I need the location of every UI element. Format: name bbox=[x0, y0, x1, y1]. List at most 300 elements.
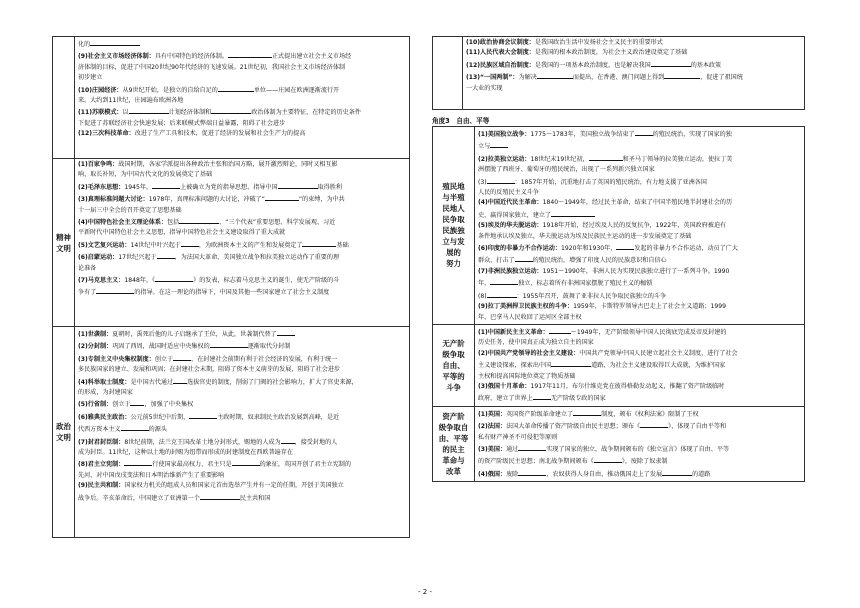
fill-in-blank[interactable] bbox=[179, 216, 219, 224]
text-segment: 英国资产阶级革命建立了 bbox=[506, 410, 574, 418]
text-line bbox=[78, 73, 406, 83]
text-line bbox=[478, 188, 801, 198]
text-segment: 1775～1783年，美国独立战争结束了 bbox=[530, 131, 635, 138]
text-line bbox=[478, 209, 801, 221]
text-segment: 1917年11月，布尔什维克党在彼得格勒发动起义，推翻了资产阶级临时 bbox=[530, 382, 725, 390]
text-segment: 法国大革命传播了资产阶级自由民主思想；颁布《 bbox=[506, 423, 641, 431]
text-segment: 立与 bbox=[478, 143, 491, 151]
text-segment: 1978年，真理标准问题的大讨论，冲破了“ bbox=[148, 196, 265, 204]
fill-in-blank[interactable] bbox=[181, 239, 199, 247]
fill-in-blank[interactable] bbox=[487, 290, 517, 298]
text-segment: 政府，建立了世界上 bbox=[478, 395, 533, 403]
text-line bbox=[78, 398, 406, 410]
text-segment: 1920年和1930年， bbox=[560, 245, 617, 253]
text-segment: 1951～1990年，非洲人民为实现民族独立进行了一系列斗争。1990 bbox=[542, 267, 730, 275]
text-segment: 计划经济体制和 bbox=[168, 109, 212, 117]
text-line bbox=[78, 492, 406, 504]
text-line bbox=[478, 128, 801, 140]
text-segment: ～1949年，无产阶级领导中国人民彻底完成反帝反封建的 bbox=[570, 328, 727, 336]
text-segment: 而提出，在香港、澳门问题上得到 bbox=[572, 74, 665, 82]
text-line bbox=[78, 328, 406, 340]
label-line: 民争取 bbox=[442, 215, 465, 225]
term-heading: (3)真理标准问题大讨论： bbox=[78, 196, 149, 204]
fill-in-blank[interactable] bbox=[551, 209, 595, 217]
fill-in-blank[interactable] bbox=[302, 239, 336, 247]
text-segment: 历史任务，使中国真正成为独立自主的国家 bbox=[478, 339, 594, 347]
text-segment: 为解决 bbox=[518, 74, 537, 82]
text-segment: 的源头 bbox=[148, 426, 167, 434]
text-segment: 选拔官吏的制度，削弱了门阀的社会影响力，扩大了官吏来源， bbox=[187, 378, 358, 386]
text-segment: 包括 bbox=[167, 219, 180, 227]
term-heading: (8)君主立宪制： bbox=[78, 461, 125, 469]
economy-section bbox=[75, 37, 410, 159]
text-line bbox=[78, 481, 406, 491]
text-segment: 正式提出建立社会主义市场经 bbox=[271, 53, 352, 61]
fill-in-blank[interactable] bbox=[635, 128, 653, 136]
text-segment: 战国时期，各家学派提出各种政治主张和治国方略，展开激烈辩论，同时又相互影 bbox=[118, 161, 338, 168]
text-line bbox=[78, 458, 406, 470]
text-segment: 以 bbox=[122, 109, 129, 117]
text-segment: ：1857年开始，沉重地打击了英国的殖民统治，有力地支援了亚洲各国 bbox=[514, 178, 707, 186]
text-segment: 多民族国家的建立、发展和巩固；在封建社会末期，阻碍了资本主义萌芽的发展，阻碍了社会进步 bbox=[78, 366, 341, 374]
text-line bbox=[78, 106, 406, 118]
text-segment: 史，赢得国家独立，建立了 bbox=[478, 211, 552, 219]
left-table bbox=[52, 36, 410, 538]
label-line: 努力 bbox=[446, 259, 461, 269]
text-segment: 从9世纪开始，是独立的自给自足的 bbox=[122, 86, 218, 94]
fill-in-blank[interactable] bbox=[228, 50, 272, 58]
fill-in-blank[interactable] bbox=[173, 353, 191, 361]
fill-in-blank[interactable] bbox=[121, 423, 149, 431]
text-line bbox=[78, 193, 406, 205]
term-heading: (4)中国特色社会主义理论体系： bbox=[78, 219, 168, 227]
text-segment: ，加强了中央集权 bbox=[144, 401, 194, 409]
term-heading: (5)文艺复兴运动： bbox=[78, 241, 131, 249]
text-segment: 基础 bbox=[336, 241, 349, 249]
fill-in-blank[interactable] bbox=[189, 411, 217, 419]
fill-in-blank[interactable] bbox=[490, 277, 518, 285]
text-segment: 单位——庄园在欧洲逐渐流行开 bbox=[253, 86, 340, 94]
text-segment: 的象征，英国开创了君主立宪制的 bbox=[259, 461, 351, 469]
fill-in-blank[interactable] bbox=[265, 193, 299, 201]
text-segment: 1918年开始，经过埃及人民的反复抗争，1922年，英国政府被迫有 bbox=[542, 222, 727, 230]
fill-in-blank[interactable] bbox=[549, 326, 571, 334]
term-heading: (4)科举取士制度： bbox=[78, 378, 131, 386]
label-line: 级争取自 bbox=[438, 422, 469, 432]
text-line bbox=[78, 264, 406, 274]
text-segment: 人民的反殖民主义斗争 bbox=[478, 189, 539, 197]
text-segment: 无产阶级专政的国家 bbox=[550, 395, 606, 403]
fill-in-blank[interactable] bbox=[155, 274, 193, 282]
text-line bbox=[478, 267, 801, 277]
text-line bbox=[478, 408, 801, 420]
text-segment: 、“三个代表”重要思想、科学发展观、习近 bbox=[219, 219, 336, 227]
text-segment: 改进了生产工具和技术，促进了经济的发展和社会生产力的提高 bbox=[134, 130, 306, 138]
text-line bbox=[478, 221, 801, 231]
fill-in-blank[interactable] bbox=[200, 492, 240, 500]
text-segment: 洲摆脱了西班牙、葡萄牙的殖民统治，出现了一系列新兴独立国家 bbox=[478, 166, 655, 174]
label-line: 资产阶 bbox=[442, 411, 465, 421]
text-segment: 创立于 bbox=[154, 355, 174, 363]
text-segment: 争有了 bbox=[78, 289, 97, 297]
text-segment: 一大业的实现 bbox=[466, 84, 503, 92]
text-segment: 8世纪前期，法兰克王国改革土地分封形式，赐地的人成为 bbox=[124, 438, 281, 446]
label-line: 平等的 bbox=[442, 371, 465, 381]
text-segment: 来。大约到11世纪，庄园遍布欧洲各地 bbox=[78, 97, 184, 105]
fill-in-blank[interactable] bbox=[218, 84, 254, 92]
label-line: 民地人 bbox=[442, 204, 465, 214]
term-heading: (1)中国新民主主义革命： bbox=[478, 328, 549, 336]
text-line bbox=[78, 411, 406, 423]
text-segment: 行使国家最高权力，君主只是 bbox=[152, 461, 232, 469]
text-line bbox=[466, 38, 801, 48]
text-segment: 论准备 bbox=[78, 264, 97, 272]
text-segment: 主义建设探索，探索出中国 bbox=[478, 362, 552, 370]
text-line bbox=[478, 382, 801, 392]
text-line bbox=[478, 277, 801, 289]
term-heading: (2)中国共产党领导的社会主义建设： bbox=[478, 349, 580, 357]
fill-in-blank[interactable] bbox=[130, 398, 144, 406]
fill-in-blank[interactable] bbox=[533, 392, 551, 400]
fill-in-blank[interactable] bbox=[124, 458, 152, 466]
text-line bbox=[478, 372, 801, 382]
text-segment: 道路，为社会主义建设取得巨大成就，为维护国家 bbox=[591, 362, 726, 370]
fill-in-blank[interactable] bbox=[277, 328, 295, 336]
label-line: 级争取 bbox=[442, 349, 465, 359]
text-line bbox=[78, 119, 406, 129]
text-segment: 民主共和国 bbox=[239, 494, 271, 502]
text-line bbox=[478, 313, 801, 323]
text-line bbox=[78, 274, 406, 286]
text-segment: 的基本政策 bbox=[690, 61, 722, 69]
text-line bbox=[78, 388, 406, 398]
term-heading: (11)苏联模式： bbox=[78, 109, 123, 117]
fill-in-blank[interactable] bbox=[518, 468, 546, 476]
fill-in-blank[interactable] bbox=[278, 181, 318, 189]
label-line: 展的 bbox=[446, 248, 461, 258]
text-segment: 是我国政治生活中发扬社会主义民主的重要形式 bbox=[534, 39, 663, 46]
term-heading: (7)非洲民族独立运动： bbox=[478, 267, 543, 275]
text-segment: 和圣马丁领导的拉美独立运动，使拉丁美 bbox=[622, 155, 733, 163]
fill-in-blank[interactable] bbox=[211, 106, 251, 114]
right-main-table bbox=[432, 126, 805, 482]
fill-in-blank[interactable] bbox=[152, 181, 180, 189]
fill-in-blank[interactable] bbox=[487, 176, 515, 184]
right-top-table bbox=[432, 36, 805, 110]
text-line bbox=[478, 176, 801, 188]
text-line bbox=[478, 359, 801, 371]
spiritual-civilization-label bbox=[53, 159, 75, 327]
text-segment: 发起的非暴力不合作运动，动员了广大 bbox=[634, 245, 738, 253]
term-heading: (3)美国： bbox=[478, 445, 507, 453]
text-segment: ，接受封地的人 bbox=[294, 438, 338, 446]
term-heading: (1)英国： bbox=[478, 410, 507, 418]
text-segment: 逐渐取代分封制 bbox=[247, 343, 291, 351]
text-line bbox=[478, 242, 801, 254]
text-segment: 是我国的根本政治制度，为社会主义政治建设奠定了基础 bbox=[534, 49, 688, 57]
term-heading: (2)法国： bbox=[478, 423, 507, 431]
text-segment: 创立于 bbox=[112, 401, 131, 409]
text-line bbox=[78, 206, 406, 216]
text-segment: 17世纪兴起于 bbox=[118, 254, 157, 262]
text-line bbox=[478, 302, 801, 312]
text-segment: 制度，颁布《权利法案》限制了王权 bbox=[601, 410, 699, 418]
text-segment: 具有中国特色的经济体制。 bbox=[154, 53, 228, 61]
text-line bbox=[78, 63, 406, 73]
text-segment: 的指导。在这一理论的指导下，中国及其他一些国家建立了社会主义制度 bbox=[134, 289, 330, 297]
term-heading: (9)民主共和制： bbox=[78, 482, 125, 490]
text-line bbox=[478, 165, 801, 175]
text-segment: 取得胜利 bbox=[317, 183, 342, 191]
label-line: 由、平等 bbox=[438, 433, 469, 443]
term-heading: (1)世袭制： bbox=[78, 331, 113, 338]
term-heading: (13)“一国两制”： bbox=[466, 74, 519, 82]
text-segment: 的殖民统治，增强了印度人民的民族意识和自信心 bbox=[532, 257, 667, 265]
text-line bbox=[478, 338, 801, 348]
text-line bbox=[78, 181, 406, 193]
fill-in-blank[interactable] bbox=[551, 359, 591, 367]
text-line bbox=[478, 290, 801, 302]
fill-in-blank[interactable] bbox=[173, 376, 187, 384]
text-line bbox=[78, 216, 406, 228]
text-line bbox=[78, 228, 406, 238]
label-line: 文明 bbox=[56, 433, 71, 442]
fill-in-blank[interactable] bbox=[594, 455, 622, 463]
label-line: 改革 bbox=[446, 466, 461, 476]
text-segment: 私有财产神圣不可侵犯等原则 bbox=[478, 433, 558, 441]
text-line bbox=[478, 254, 801, 266]
text-segment: 主权和提高国际地位奠定了物质基础 bbox=[478, 372, 576, 380]
term-heading: (1)美国独立战争： bbox=[478, 131, 531, 138]
term-heading: (7)封君封臣制： bbox=[78, 438, 125, 446]
text-segment: 年，巴拿马人民收回了运河区全部主权 bbox=[478, 313, 582, 321]
term-heading: (9)拉丁美洲捍卫民族主权的斗争： bbox=[478, 303, 574, 311]
text-line bbox=[78, 160, 406, 170]
label-line: 立与发 bbox=[442, 237, 465, 247]
text-segment: 上被确立为党的指导思想，指导中国 bbox=[180, 183, 278, 191]
fill-in-blank[interactable] bbox=[573, 408, 601, 416]
text-line bbox=[78, 84, 406, 96]
text-segment: 济体制的目标，促进了中国20世纪90年代经济的飞速发展。21世纪初，我国社会主义市场经济体制 bbox=[78, 63, 346, 71]
text-line bbox=[478, 349, 801, 359]
text-segment: (3) bbox=[478, 178, 487, 186]
text-line bbox=[478, 198, 801, 208]
text-segment: 十一届三中全会的召开奠定了思想基础 bbox=[78, 206, 182, 214]
text-segment: 群众，打击了 bbox=[478, 257, 515, 265]
text-segment: 》，废除了奴隶制 bbox=[621, 458, 668, 466]
label-line: 斗争 bbox=[446, 382, 461, 392]
text-segment: 》，体现了自由平等和 bbox=[668, 423, 727, 431]
text-line bbox=[78, 96, 406, 106]
fill-in-blank[interactable] bbox=[651, 59, 691, 67]
label-line: 的民主 bbox=[442, 444, 465, 454]
term-heading: (5)埃及的华夫脱运动： bbox=[478, 222, 543, 230]
term-heading: (12)三次科技革命： bbox=[78, 130, 135, 138]
text-line bbox=[78, 50, 406, 62]
text-segment: 1945年， bbox=[124, 183, 153, 191]
text-segment: 公元前5世纪中后期， bbox=[130, 413, 190, 421]
text-segment: 的殖民统治，实现了国家的独 bbox=[652, 131, 732, 138]
text-line bbox=[78, 340, 406, 352]
fill-in-blank[interactable] bbox=[281, 436, 295, 444]
text-segment: ，促进了祖国统 bbox=[700, 74, 743, 82]
text-line bbox=[478, 153, 801, 165]
text-segment: 夏朝时，禹死后他的儿子启继承了王位，从此，世袭制代替了 bbox=[112, 331, 277, 338]
text-segment: 的资产阶级民主思想；南北战争期间颁布《 bbox=[478, 458, 594, 466]
text-line bbox=[478, 420, 801, 432]
text-segment: 年， bbox=[478, 280, 491, 288]
text-segment: 下促进了苏联经济社会快速发展；后来联模式弊端日益暴露，阻碍了社会进步 bbox=[78, 119, 286, 127]
text-segment: 成为封臣。11世纪，这种以土地的封赐为纽带而形成的封建制度在西欧普遍存在 bbox=[78, 449, 293, 457]
text-segment: 代西方资本主义 bbox=[78, 426, 121, 434]
text-line bbox=[478, 392, 801, 404]
label-line: 精神 bbox=[56, 232, 71, 242]
text-line bbox=[78, 423, 406, 435]
term-heading: (12)民族区域自治制度： bbox=[466, 61, 535, 69]
text-line bbox=[78, 436, 406, 448]
text-line bbox=[78, 376, 406, 388]
fill-in-blank[interactable] bbox=[157, 251, 175, 259]
term-heading: (3)俄国十月革命： bbox=[478, 382, 531, 390]
text-line bbox=[78, 448, 406, 458]
left-first-label-cell bbox=[53, 37, 75, 159]
text-segment: 实现了国家的独立，战争期间颁布的《独立宣言》体现了自由、平等 bbox=[546, 445, 730, 453]
label-line: 文明 bbox=[56, 243, 71, 253]
page-number: - 2 - bbox=[418, 588, 432, 596]
text-segment: ，为法国大革命、美国独立战争和拉美独立运动作了重要的理 bbox=[174, 254, 340, 262]
bourgeois-revolution-label bbox=[433, 406, 475, 481]
fill-in-blank[interactable] bbox=[518, 443, 546, 451]
text-segment: 1840～1949年，经过民主革命，结束了中国半殖民地半封建社会的历 bbox=[542, 199, 733, 207]
label-line: 革命与 bbox=[442, 455, 465, 465]
text-segment: 化的 bbox=[78, 41, 91, 48]
text-segment: 战争后。辛亥革命后，中国建立了亚洲第一个 bbox=[78, 494, 200, 502]
text-line bbox=[78, 471, 406, 481]
colonial-struggle-label bbox=[433, 127, 475, 325]
fill-in-blank[interactable] bbox=[129, 106, 169, 114]
proletarian-struggle-section bbox=[475, 324, 805, 406]
term-heading: (2)分封制： bbox=[78, 343, 113, 351]
fill-in-blank[interactable] bbox=[96, 286, 134, 294]
term-heading: (6)印度的非暴力不合作运动： bbox=[478, 245, 561, 253]
label-line: 政治 bbox=[56, 422, 71, 431]
text-segment: 18世纪末19世纪初， bbox=[530, 155, 589, 163]
term-heading: (10)政治协商会议制度： bbox=[466, 39, 535, 46]
fill-in-blank[interactable] bbox=[664, 71, 700, 79]
fill-in-blank[interactable] bbox=[537, 71, 573, 79]
term-heading: (1)百家争鸣： bbox=[78, 161, 119, 168]
text-segment: 通过 bbox=[506, 445, 519, 453]
text-line bbox=[478, 232, 801, 242]
text-segment: 初步建立 bbox=[78, 74, 103, 82]
text-line bbox=[78, 286, 406, 298]
fill-in-blank[interactable] bbox=[662, 468, 692, 476]
text-line bbox=[466, 59, 801, 71]
text-segment: ，农奴获得人身自由，推动俄国走上了发展 bbox=[546, 470, 663, 478]
political-civilization-section bbox=[75, 327, 410, 538]
text-line bbox=[78, 251, 406, 263]
fill-in-blank[interactable] bbox=[490, 140, 508, 148]
term-heading: (3)专制主义中央集权制度： bbox=[78, 355, 155, 363]
term-heading: (9)社会主义市场经济体制： bbox=[78, 53, 155, 61]
text-segment: 》的发表，标志着马克思主义的诞生，使无产阶级的斗 bbox=[193, 277, 340, 285]
term-heading: (10)庄园经济： bbox=[78, 86, 123, 94]
text-segment: 条件地承认埃及独立，华夫脱运动为埃及民族民主运动的进一步发展奠定了基础 bbox=[478, 232, 692, 240]
label-line: 无产阶 bbox=[442, 338, 465, 348]
text-segment: 14世纪中叶兴起于 bbox=[130, 241, 181, 249]
term-heading: (2)拉美独立运动： bbox=[478, 155, 531, 163]
spiritual-civilization-section bbox=[75, 159, 410, 327]
text-line bbox=[78, 38, 406, 50]
text-segment: 的道路 bbox=[692, 470, 711, 478]
text-segment: 是中国古代通过 bbox=[130, 378, 174, 386]
text-line bbox=[78, 365, 406, 375]
text-line bbox=[478, 468, 801, 480]
text-line bbox=[78, 353, 406, 365]
term-heading: (5)行省制： bbox=[78, 401, 113, 409]
fill-in-blank[interactable] bbox=[515, 254, 533, 262]
term-heading: (11)人民代表大会制度： bbox=[466, 49, 535, 57]
text-segment: 国家权力机关的组成人员和国家元首由选举产生并有一定的任期，开创于美国独立 bbox=[124, 482, 344, 490]
text-segment: 响，取长补短，为中国古代文化的发展奠定了基础 bbox=[78, 171, 213, 179]
text-line bbox=[466, 48, 801, 58]
term-heading: (4)俄国： bbox=[478, 470, 507, 478]
text-segment: 废除 bbox=[506, 470, 519, 478]
fill-in-blank[interactable] bbox=[616, 242, 634, 250]
term-heading: (4)中国近代民主革命： bbox=[478, 199, 543, 207]
fill-in-blank[interactable] bbox=[640, 420, 668, 428]
text-line bbox=[466, 84, 801, 94]
text-line bbox=[78, 129, 406, 139]
fill-in-blank[interactable] bbox=[90, 38, 140, 46]
right-top-label-cell bbox=[433, 37, 463, 110]
fill-in-blank[interactable] bbox=[232, 458, 260, 466]
text-line bbox=[466, 71, 801, 83]
colonial-struggle-section bbox=[475, 127, 805, 325]
text-segment: ：1955年召开，鼓舞了亚非拉人民争取民族独立的斗争 bbox=[516, 292, 667, 300]
fill-in-blank[interactable] bbox=[210, 340, 248, 348]
text-line bbox=[478, 443, 801, 455]
text-line bbox=[78, 170, 406, 180]
label-line: 民族独 bbox=[442, 226, 465, 236]
text-segment: 1848年，《 bbox=[124, 277, 156, 285]
text-segment: 平新时代中国特色社会主义思想，指导中国特色社会主义建设取得了重大成就 bbox=[78, 229, 286, 237]
text-segment: (8) bbox=[478, 292, 487, 300]
text-segment: 中国共产党领导中国人民建立起社会主义制度，进行了社会 bbox=[579, 349, 738, 357]
text-line bbox=[478, 455, 801, 467]
political-civilization-label bbox=[53, 327, 75, 538]
text-segment: ”的束缚，为中共 bbox=[298, 196, 345, 204]
text-segment: ，为欧洲资本主义的产生和发展奠定了 bbox=[198, 241, 303, 249]
term-heading: (7)马克思主义： bbox=[78, 277, 125, 285]
bourgeois-revolution-section bbox=[475, 406, 805, 481]
label-line: 与半殖 bbox=[442, 193, 465, 203]
text-segment: 的形成，为封建国家 bbox=[78, 389, 133, 397]
text-segment: 1959年，卡斯特罗领导古巴走上了社会主义道路；1999 bbox=[573, 303, 727, 311]
text-segment: 独立，标志着所有非洲国家摆脱了殖民主义的枷锁 bbox=[518, 280, 653, 288]
text-line bbox=[478, 140, 801, 152]
term-heading: (6)雅典民主政治： bbox=[78, 413, 131, 421]
text-segment: 巩固了西周，战国时适应中央集权的 bbox=[112, 343, 210, 351]
text-line bbox=[78, 239, 406, 251]
text-segment: ，在封建社会前期有利于社会经济的发展，有利于统一 bbox=[191, 355, 338, 363]
text-line bbox=[478, 326, 801, 338]
proletarian-struggle-label bbox=[433, 324, 475, 406]
label-line: 殖民地 bbox=[442, 182, 465, 192]
text-segment: 先河，对中国戊戌变法和日本明治维新产生了重要影响 bbox=[78, 471, 225, 479]
text-segment: 是我国的一项基本政治制度，也是解决我国 bbox=[534, 61, 651, 69]
fill-in-blank[interactable] bbox=[589, 153, 623, 161]
